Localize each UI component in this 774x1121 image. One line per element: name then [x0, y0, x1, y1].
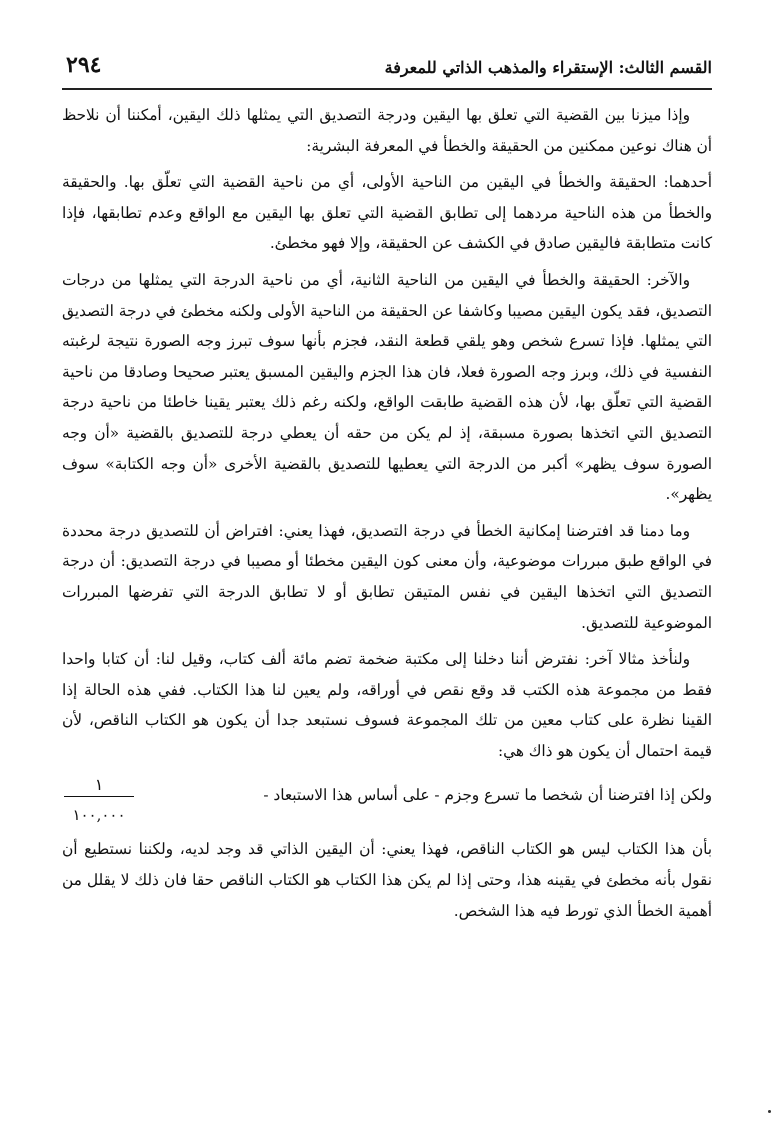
formula-lead-text: ولكن إذا افترضنا أن شخصا ما تسرع وجزم - على أساس هذا الاستبعاد - [263, 786, 712, 805]
paragraph-intro: وإذا ميزنا بين القضية التي تعلق بها اليقين ودرجة التصديق التي يمثلها ذلك اليقين، أمكننا أن نلاحظ أن هناك نوعين ممكنين من الحقيقة والخطأ في المعرفة البشرية: [62, 106, 712, 155]
page-header [62, 52, 712, 86]
body-text [62, 100, 712, 932]
header-divider [62, 88, 712, 90]
probability-formula-line [62, 770, 712, 828]
paragraph-second-kind: والآخر: الحقيقة والخطأ في اليقين من الناحية الثانية، أي من ناحية الدرجة التي يمثلها من درجات التصديق، فقد يكون اليقين مصيبا وكاشفا عن الحقيقة من الناحية الأولى ولكنه مخطئ في درجة التصديق التي يمثلها. فإذا تسرع شخص وهو يلقي قطعة النقد، فجزم بأنها سوف تبرز وجه الصورة نتيجة لرغبته النفسية في ذلك، وبرز وجه الصورة فعلا، فان هذا الجزم واليقين المسبق يعتبر صحيحا وصادقا من ناحية القضية التي تعلّق بها، لأن هذه القضية طابقت الواقع، ولكنه رغم ذلك يعتبر يقينا خاطئا من ناحية درجة التصديق التي اتخذها بصورة مسبقة، إذ لم يكن من حقه أن يعطي درجة للتصديق بالقضية «أن وجه الصورة سوف يظهر» أكبر من الدرجة التي يعطيها للتصديق بالقضية الأخرى «أن وجه الكتابة» سوف يظهر». [62, 270, 712, 504]
fraction-bar [64, 796, 134, 797]
running-title: القسم الثالث: الإستقراء والمذهب الذاتي للمعرفة [384, 58, 712, 77]
paragraph-library-example: ولنأخذ مثالا آخر: نفترض أننا دخلنا إلى مكتبة ضخمة تضم مائة ألف كتاب، وقيل لنا: أن كتابا واحدا فقط من مجموعة هذه الكتب قد وقع نقص في أوراقه، ولم يعين لنا هذا الكتاب. ففي هذه الحالة إذا القينا نظرة على كتاب معين من تلك المجموعة فسوف نستبعد جدا أن يكون هو الكتاب الناقص، لأن قيمة احتمال أن يكون هو ذاك هي: [62, 650, 712, 760]
corner-mark [768, 1110, 771, 1113]
paragraph-error-degree: وما دمنا قد افترضنا إمكانية الخطأ في درجة التصديق، فهذا يعني: افتراض أن للتصديق درجة محددة في الواقع طبق مبررات موضوعية، وأن معنى كون اليقين مخطئا أو مصيبا في درجة التصديق: أن درجة التصديق التي اتخذها اليقين في نفس المتيقن تطابق أو لا تطابق الدرجة التي تفرضها المبررات الموضوعية للتصديق. [62, 521, 712, 632]
paragraph-conclusion: بأن هذا الكتاب ليس هو الكتاب الناقص، فهذا يعني: أن اليقين الذاتي قد وجد لديه، ولكننا نستطيع أن نقول بأنه مخطئ في يقينه هذا، وحتى إذا لم يكن هذا الكتاب هو الكتاب الناقص حقا فان ذلك لا يقلل من أهمية الخطأ الذي تورط فيه هذا الشخص. [62, 840, 712, 920]
fraction-numerator: ١ [94, 775, 104, 795]
paragraph-first-kind: أحدهما: الحقيقة والخطأ في اليقين من الناحية الأولى، أي من ناحية القضية التي تعلّق بها. والحقيقة والخطأ من هذه الناحية مردهما إلى تطابق القضية التي تعلق بها اليقين مع الواقع وعدم تطابقها، فإذا كانت متطابقة فاليقين صادق في الكشف عن الحقيقة، وإلا فهو مخطئ. [62, 173, 712, 253]
probability-fraction [64, 770, 134, 826]
fraction-denominator: ١٠٠,٠٠٠ [72, 806, 126, 825]
page-number: ٢٩٤ [66, 52, 102, 78]
